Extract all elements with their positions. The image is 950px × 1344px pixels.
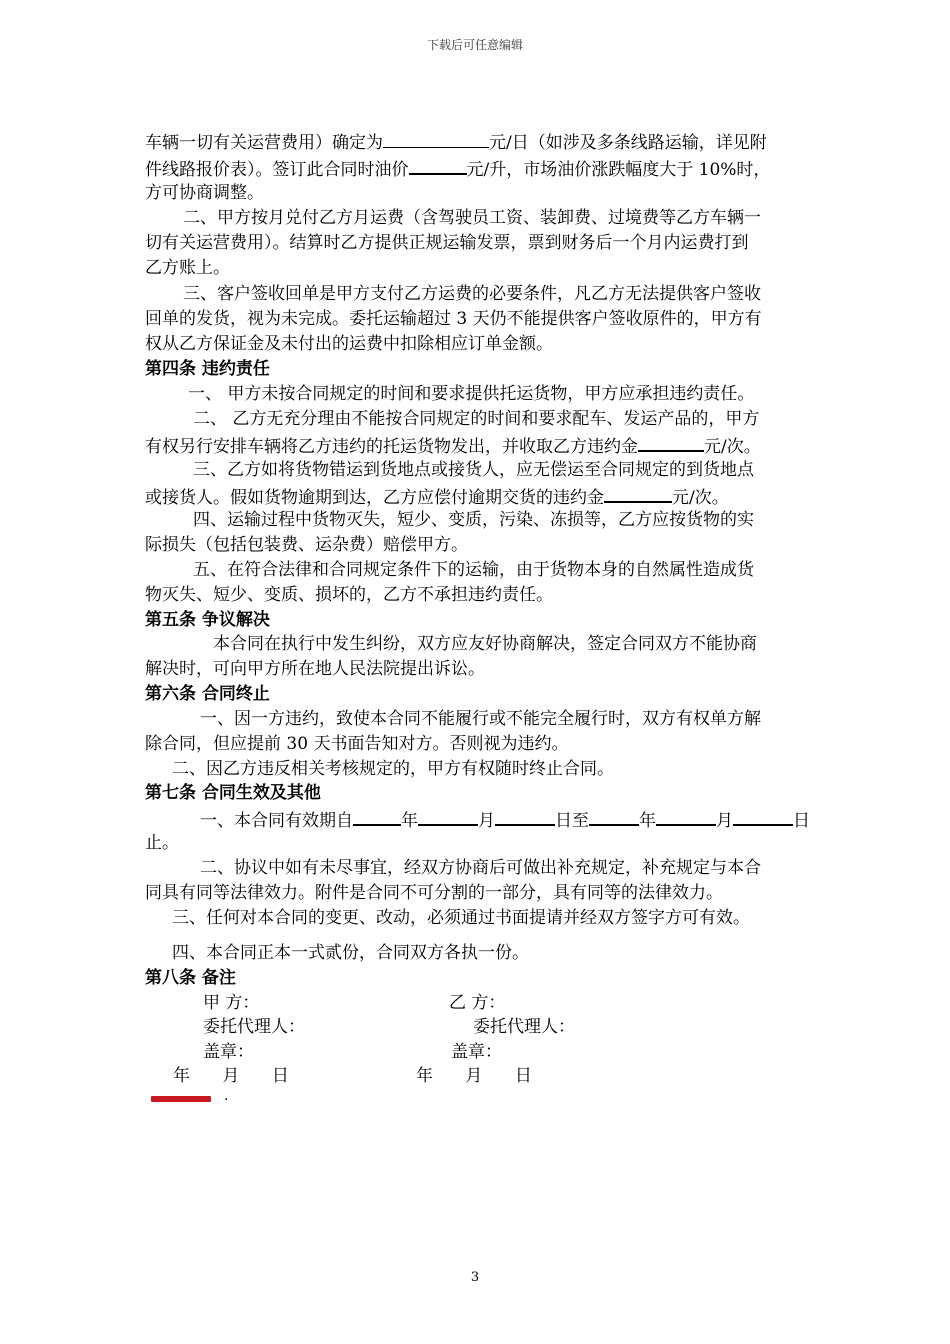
text: 或接货人。假如货物逾期到达，乙方应偿付逾期交货的违约金 bbox=[145, 488, 604, 508]
text: 件线路报价表）。签订此合同时油价 bbox=[145, 160, 409, 180]
a3-p3-line2: 回单的发货，视为未完成。委托运输超过 3 天仍不能提供客户签收原件的，甲方有 bbox=[145, 309, 762, 329]
a3-p1-line2 bbox=[145, 155, 770, 182]
text: 元/次。 bbox=[704, 437, 761, 457]
a7-p4: 四、本合同正本一式贰份，合同双方各执一份。 bbox=[172, 943, 529, 963]
blank-field bbox=[656, 806, 716, 826]
a7-p1-line1 bbox=[200, 806, 810, 833]
text: 月 bbox=[478, 811, 495, 831]
a4-p4-line1: 四、运输过程中货物灭失，短少、变质，污染、冻损等，乙方应按货物的实 bbox=[193, 510, 754, 530]
text: 年 bbox=[639, 811, 656, 831]
a7-p2-line2: 同具有同等法律效力。附件是合同不可分割的一部分，具有同等的法律效力。 bbox=[145, 883, 723, 903]
a6-p1-line1: 一、因一方违约，致使本合同不能履行或不能完全履行时，双方有权单方解 bbox=[200, 709, 761, 729]
a6-p2: 二、因乙方违反相关考核规定的，甲方有权随时终止合同。 bbox=[172, 759, 614, 779]
date-a-label: 年 月 日 bbox=[173, 1066, 289, 1086]
blank-field bbox=[638, 432, 704, 452]
a3-p1-line3: 方可协商调整。 bbox=[145, 183, 264, 203]
blank-field bbox=[604, 483, 672, 503]
header-note: 下载后可任意编辑 bbox=[426, 38, 523, 52]
footer-dot: . bbox=[224, 1088, 229, 1104]
a4-p3-line1: 三、乙方如将货物错运到货地点或接货人，应无偿运至合同规定的到货地点 bbox=[193, 460, 754, 480]
blank-field bbox=[418, 806, 478, 826]
a4-p2-line1: 二、 乙方无充分理由不能按合同规定的时间和要求配车、发运产品的，甲方 bbox=[193, 409, 760, 429]
text: 元/日（如涉及多条线路运输，详见附 bbox=[489, 133, 767, 153]
a4-p2-line2 bbox=[145, 432, 761, 459]
blank-field bbox=[589, 806, 639, 826]
a5-line2: 解决时，可向甲方所在地人民法院提出诉讼。 bbox=[145, 659, 485, 679]
text: 日 bbox=[793, 811, 810, 831]
blank-field bbox=[383, 129, 489, 148]
a5-line1: 本合同在执行中发生纠纷，双方应友好协商解决，签定合同双方不能协商 bbox=[213, 634, 757, 654]
text: 一、本合同有效期自 bbox=[200, 811, 353, 831]
a7-p3: 三、任何对本合同的变更、改动，必须通过书面提请并经双方签字方可有效。 bbox=[172, 908, 750, 928]
seal-b-label: 盖章： bbox=[451, 1042, 502, 1062]
text: 月 bbox=[716, 811, 733, 831]
a3-p2-line2: 切有关运营费用）。结算时乙方提供正规运输发票，票到财务后一个月内运费打到 bbox=[145, 233, 749, 253]
a3-p2-line1: 二、甲方按月兑付乙方月运费（含驾驶员工资、装卸费、过境费等乙方车辆一 bbox=[183, 208, 761, 228]
a4-p5-line1: 五、在符合法律和合同规定条件下的运输，由于货物本身的自然属性造成货 bbox=[193, 560, 754, 580]
article6-heading: 第六条 合同终止 bbox=[145, 684, 270, 704]
a4-p5-line2: 物灭失、短少、变质、损坏的，乙方不承担违约责任。 bbox=[145, 585, 553, 605]
blank-field bbox=[409, 155, 467, 175]
text: 车辆一切有关运营费用）确定为 bbox=[145, 133, 383, 153]
red-mark bbox=[151, 1096, 211, 1102]
article7-heading: 第七条 合同生效及其他 bbox=[145, 783, 321, 803]
seal-a-label: 盖章： bbox=[203, 1042, 254, 1062]
a3-p1-line1 bbox=[145, 129, 767, 155]
a4-p1: 一、 甲方未按合同规定的时间和要求提供托运货物，甲方应承担违约责任。 bbox=[188, 384, 755, 404]
text: 元/升，市场油价涨跌幅度大于 10%时， bbox=[466, 160, 771, 180]
a4-p4-line2: 际损失（包括包装费、运杂费）赔偿甲方。 bbox=[145, 535, 468, 555]
a6-p1-line2: 除合同，但应提前 30 天书面告知对方。否则视为违约。 bbox=[145, 734, 569, 754]
agent-b-label: 委托代理人： bbox=[473, 1017, 575, 1037]
date-b-label: 年 月 日 bbox=[416, 1066, 532, 1086]
a4-p3-line2 bbox=[145, 483, 729, 510]
article8-heading: 第八条 备注 bbox=[145, 968, 236, 988]
text: 年 bbox=[401, 811, 418, 831]
page-number: 3 bbox=[470, 1270, 480, 1285]
text: 元/次。 bbox=[672, 488, 729, 508]
a7-p1-line2: 止。 bbox=[145, 833, 179, 853]
text: 日至 bbox=[555, 811, 589, 831]
a7-p2-line1: 二、协议中如有未尽事宜，经双方协商后可做出补充规定，补充规定与本合 bbox=[200, 858, 761, 878]
blank-field bbox=[733, 806, 793, 826]
blank-field bbox=[353, 806, 401, 826]
a3-p3-line3: 权从乙方保证金及未付出的运费中扣除相应订单金额。 bbox=[145, 334, 553, 354]
text: 有权另行安排车辆将乙方违约的托运货物发出，并收取乙方违约金 bbox=[145, 437, 638, 457]
article5-heading: 第五条 争议解决 bbox=[145, 610, 270, 630]
blank-field bbox=[495, 806, 555, 826]
agent-a-label: 委托代理人： bbox=[203, 1017, 305, 1037]
article4-heading: 第四条 违约责任 bbox=[145, 359, 270, 379]
party-b-label: 乙 方： bbox=[449, 993, 506, 1013]
a3-p3-line1: 三、客户签收回单是甲方支付乙方运费的必要条件，凡乙方无法提供客户签收 bbox=[183, 284, 761, 304]
a3-p2-line3: 乙方账上。 bbox=[145, 258, 230, 278]
party-a-label: 甲 方： bbox=[203, 993, 260, 1013]
